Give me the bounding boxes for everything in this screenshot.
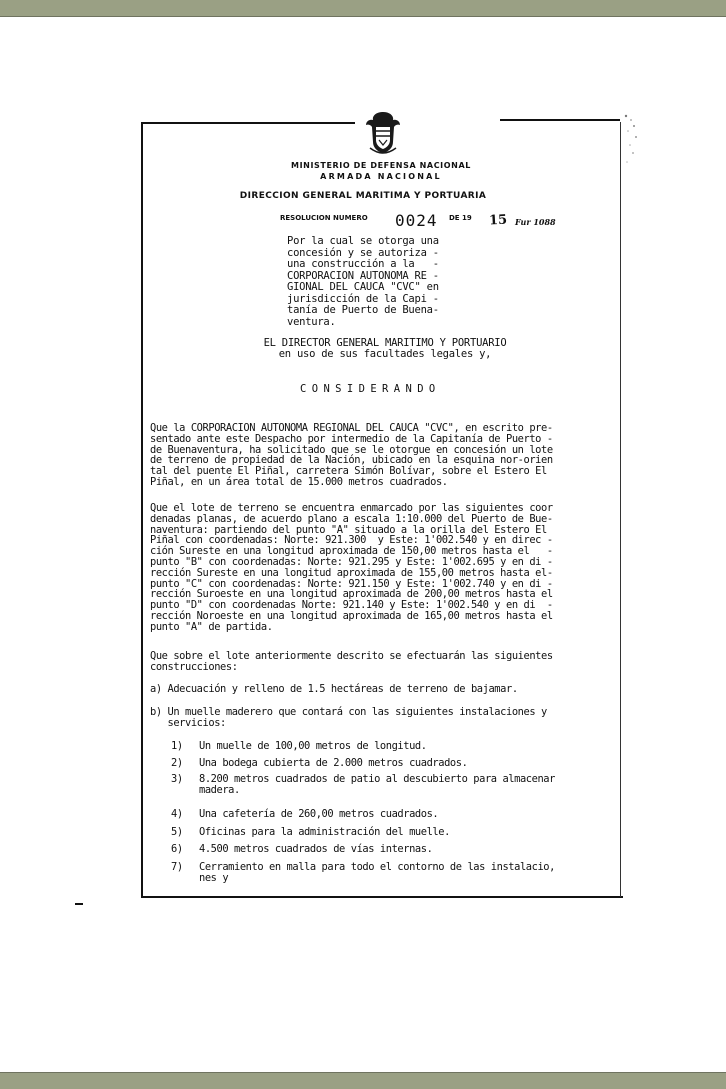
paragraph-coordinates [150,503,553,633]
resolution-summary [287,236,439,328]
viewer-bottom-bar [0,1072,726,1089]
summary_lines-line: CORPORACION AUTONOMA RE - [287,269,439,282]
sub-item-number: 7) [171,861,183,873]
paragraph2-line: ción Sureste en una longitud aproximada de 150,00 metros hasta el - [150,545,553,558]
summary_lines-line: jurisdicción de la Capi - [287,292,439,305]
paragraph2-line: punto "C" con coordenadas: Norte: 921.150 y Este: 1'002.740 y en di - [150,577,553,590]
viewer-top-bar [0,0,726,17]
ministry-heading: MINISTERIO DE DEFENSA NACIONAL [291,161,471,170]
paragraph2-line: Que el lote de terreno se encuentra enmarcado por las siguientes coor [150,502,553,514]
sub-item-number: 1) [171,740,183,752]
sub-item-text: Cerramiento en malla para todo el contorno de las instalacio, [199,861,555,873]
paragraph1-line: sentado ante este Despacho por intermedio de la Capitanía de Puerto - [150,432,553,445]
sub-item-number: 2) [171,757,183,769]
sub-item-text: 8.200 metros cuadrados de patio al descubierto para almacenar [199,773,555,785]
resolution-label: RESOLUCION NUMERO [280,214,368,222]
summary_lines-line: GIONAL DEL CAUCA "CVC" en [287,281,439,293]
item-a: a) Adecuación y relleno de 1.5 hectáreas de terreno de bajamar. [150,683,518,695]
summary_lines-line: Por la cual se otorga una [287,235,439,247]
sub-item-number: 6) [171,843,183,855]
paragraph2-line: Piñal con coordenadas: Norte: 921.300 y Este: 1'002.540 y en direc - [150,534,553,547]
sub-item-number: 3) [171,773,183,785]
considerando-heading: CONSIDERANDO [300,383,441,395]
paragraph1-line: Que la CORPORACION AUTONOMA REGIONAL DEL CAUCA "CVC", en escrito pre- [150,422,553,434]
paragraph-request [150,423,553,488]
item_b-line: b) Un muelle maderero que contará con las siguientes instalaciones y [150,706,547,718]
paragraph2-line: rección Noroeste en una longitud aproximada de 165,00 metros hasta el [150,609,553,622]
sub-item-number: 5) [171,826,183,838]
paragraph2-line: punto "D" con coordenadas Norte: 921.140 y Este: 1'002.540 y en di - [150,599,553,612]
paragraph2-line: denadas planas, de acuerdo plano a escala 1:10.000 del Puerto de Bue- [150,512,553,525]
sub-item-text: 4.500 metros cuadrados de vías internas. [199,843,433,855]
paragraph1-line: de terreno de propiedad de la Nación, ubicado en la esquina nor-orien [150,454,553,467]
resolution-date-stamp: Fur 1088 [515,217,556,227]
page-frame-bottom [141,896,623,898]
summary_lines-line: tanía de Puerto de Buena- [287,304,439,316]
summary_lines-line: una construcción a la - [287,258,439,270]
summary_lines-line: ventura. [287,315,336,328]
director-line: EL DIRECTOR GENERAL MARITIMO Y PORTUARIO [263,337,507,349]
paragraph2-line: rección Suroeste en una longitud aproximada de 200,00 metros hasta el [150,588,553,601]
paragraph3-line: construcciones: [150,660,238,673]
paragraph3-line: Que sobre el lote anteriormente descrito se efectuarán las siguientes [150,650,553,662]
item_b-line: servicios: [150,716,226,729]
sub-item-text: nes y [199,871,229,884]
sub-item-text: madera. [199,783,240,796]
paragraph2-line: punto "A" de partida. [150,620,273,633]
scan-edge-mark [75,903,83,905]
sub-item-text: Un muelle de 100,00 metros de longitud. [199,740,427,752]
paragraph-constructions [150,651,553,673]
paragraph1-line: tal del puente El Piñal, carretera Simón Bolívar, sobre el Estero El [150,465,547,478]
resolution-number: 0024 [395,211,438,230]
paragraph2-line: punto "B" con coordenadas: Norte: 921.295 y Este: 1'002.695 y en di - [150,555,553,568]
sub-item-text: Oficinas para la administración del muelle. [199,826,450,838]
sub-item-text: Una bodega cubierta de 2.000 metros cuadrados. [199,757,468,769]
sub-item-number: 4) [171,808,183,820]
paragraph2-line: rección Sureste en una longitud aproximada de 155,00 metros hasta el- [150,566,553,579]
page-frame-top-right [500,119,620,121]
paragraph1-line: de Buenaventura, ha solicitado que se le otorgue en concesión un lote [150,443,553,456]
navy-heading: ARMADA NACIONAL [320,172,442,181]
page-frame-top-left [141,122,355,124]
paragraph1-line: Piñal, en un área total de 15.000 metros cuadrados. [150,475,448,488]
paragraph2-line: naventura: partiendo del punto "A" situado a la orilla del Estero El [150,523,547,536]
page-frame-left [141,122,143,897]
page-frame-right [620,122,621,897]
summary_lines-line: concesión y se autoriza - [287,246,439,259]
national-coat-of-arms-seal [360,109,406,155]
directorate-heading: DIRECCION GENERAL MARITIMA Y PORTUARIA [239,191,487,201]
resolution-date-handwritten: 15 [488,212,508,229]
item-b [150,707,547,729]
faculties-line: en uso de sus facultades legales y, [278,348,492,360]
resolution-year-label: DE 19 [449,214,472,222]
sub-item-text: Una cafetería de 260,00 metros cuadrados. [199,808,439,820]
